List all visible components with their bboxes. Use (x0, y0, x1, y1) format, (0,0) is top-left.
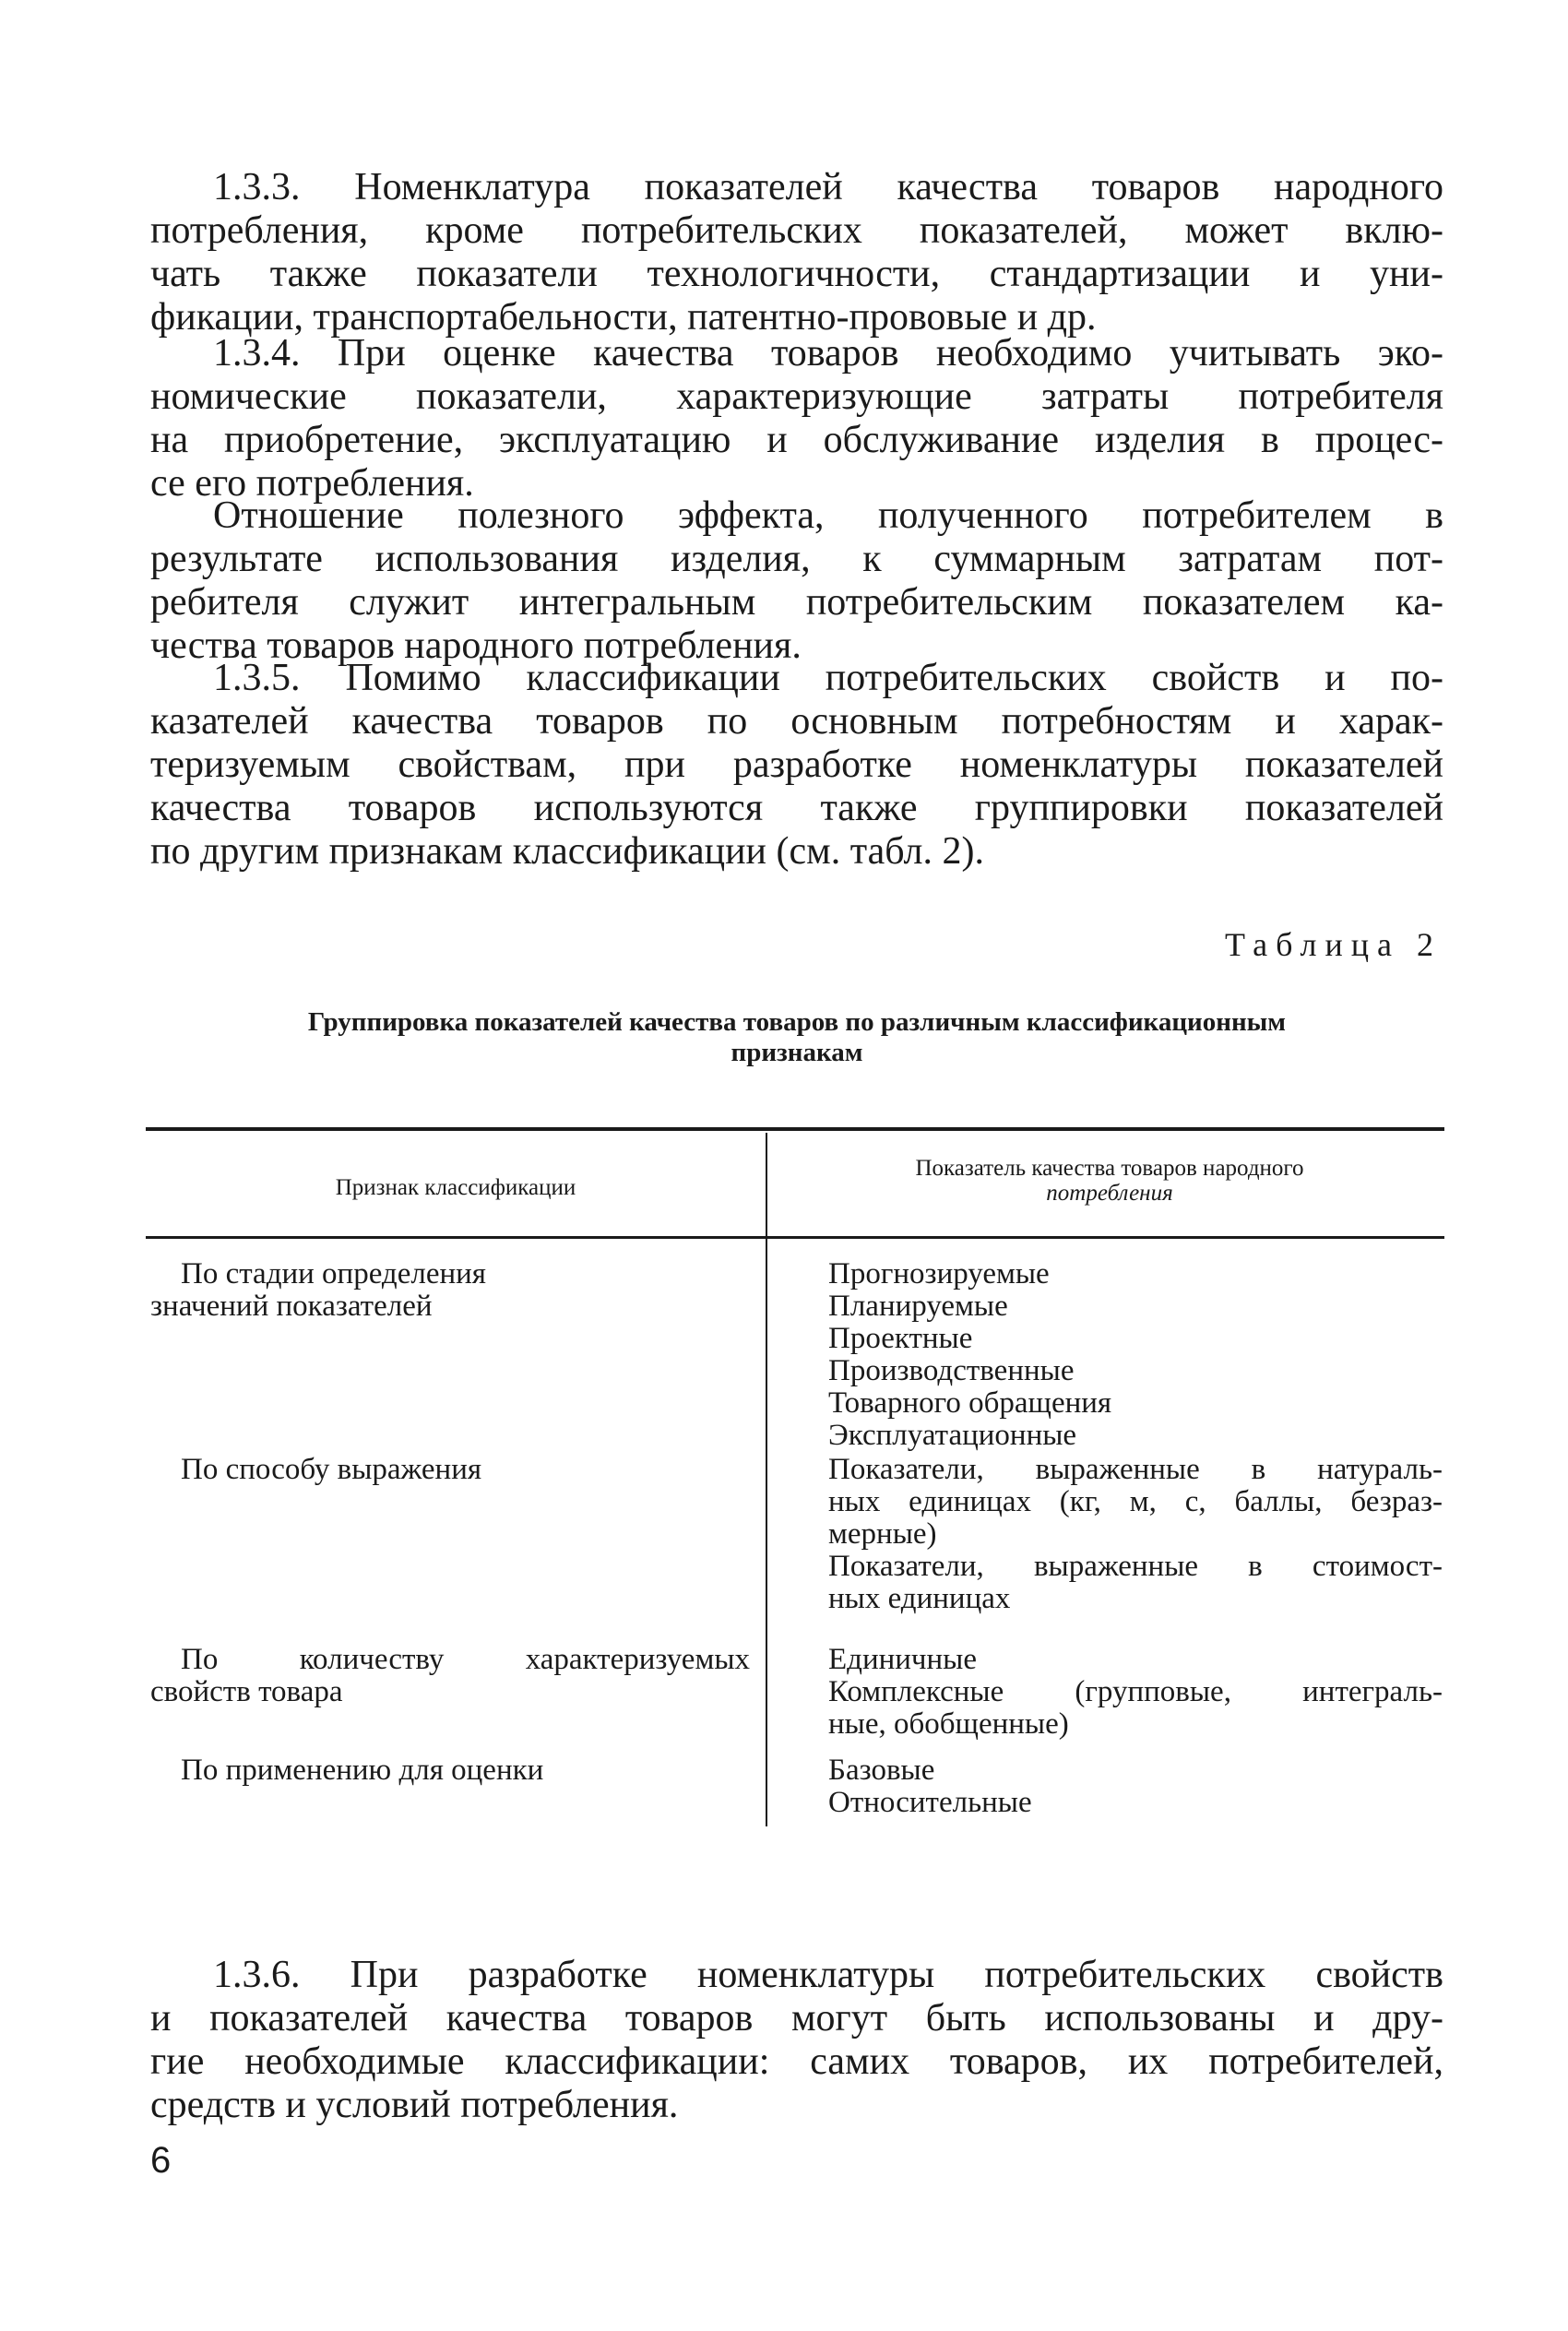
text-line: средств и условий потребления. (150, 2084, 679, 2126)
paragraph-1-3-6 (150, 1954, 1443, 2127)
header-line: потребления (1046, 1181, 1173, 1206)
text-line: на приобретение, эксплуатацию и обслуживание изделия в процес- (150, 419, 1443, 461)
cell-line: ные, обобщенные) (828, 1707, 1069, 1741)
cell-line: Показатели, выраженные в стоимост- (828, 1550, 1443, 1583)
cell-line: свойств товара (150, 1675, 343, 1708)
text-line: фикации, транспортабельности, патентно-прововые и др. (150, 296, 1097, 339)
text-line: чества товаров народного потребления. (150, 624, 802, 667)
cell-line: По количеству характеризуемых (181, 1643, 750, 1676)
table-cell-indicators (828, 1258, 1443, 1452)
paragraph-1-3-5 (150, 657, 1443, 874)
paragraph-1-3-4 (150, 332, 1443, 505)
cell-line: По стадии определения (181, 1257, 486, 1290)
text-line: по другим признакам классификации (см. табл. 2). (150, 830, 985, 873)
text-line: гие необходимые классификации: самих товаров, их потребителей, (150, 2040, 1443, 2083)
cell-line: Базовые (828, 1754, 935, 1787)
text-line: теризуемым свойствам, при разработке номенклатуры показателей (150, 743, 1443, 786)
text-line: потребления, кроме потребительских показателей, может вклю- (150, 209, 1443, 252)
cell-line: Единичные (828, 1643, 978, 1676)
text-line: 1.3.4. При оценке качества товаров необходимо учитывать эко- (213, 332, 1443, 375)
page-number: 6 (150, 2140, 172, 2181)
table-title-line: признакам (731, 1038, 863, 1067)
table-cell-feature (150, 1644, 750, 1708)
table-cell-feature (150, 1258, 750, 1323)
text-line: Отношение полезного эффекта, полученного потребителем в (213, 494, 1443, 537)
cell-line: По применению для оценки (181, 1754, 544, 1787)
paragraph-1-3-3 (150, 166, 1443, 339)
cell-line: По способу выражения (181, 1453, 482, 1486)
cell-line: мерные) (828, 1517, 937, 1551)
table-column-divider (766, 1133, 767, 1826)
text-line: и показателей качества товаров могут быть использованы и дру- (150, 1997, 1443, 2040)
text-line: 1.3.3. Номенклатура показателей качества товаров народного (213, 166, 1443, 208)
table-label: Таблица 2 (1225, 926, 1442, 963)
cell-line: ных единицах (кг, м, с, баллы, безраз- (828, 1485, 1443, 1518)
header-line: Показатель качества товаров народного (915, 1156, 1304, 1181)
table-cell-feature (150, 1754, 750, 1787)
table-title-line: Группировка показателей качества товаров по различным классификационным (307, 1007, 1287, 1037)
table-cell-indicators (828, 1644, 1443, 1741)
header-quality-indicator (775, 1156, 1444, 1206)
table-cell-indicators (828, 1754, 1443, 1819)
text-line: 1.3.5. Помимо классификации потребительских свойств и по- (213, 657, 1443, 699)
table-cell-indicators (828, 1454, 1443, 1615)
cell-line: ных единицах (828, 1582, 1011, 1615)
cell-line: Прогнозируемые (828, 1257, 1050, 1290)
text-line: качества товаров используются также группировки показателей (150, 787, 1443, 829)
table-title (150, 1007, 1443, 1068)
table-top-rule (146, 1127, 1444, 1131)
cell-line: Относительные (828, 1786, 1032, 1819)
text-line: ребителя служит интегральным потребительским показателем ка- (150, 581, 1443, 624)
paragraph-1-3-4-cont (150, 494, 1443, 668)
cell-line: Эксплуатационные (828, 1419, 1077, 1452)
cell-line: Проектные (828, 1322, 973, 1355)
cell-line: Планируемые (828, 1290, 1008, 1323)
text-line: чать также показатели технологичности, стандартизации и уни- (150, 253, 1443, 295)
text-line: 1.3.6. При разработке номенклатуры потребительских свойств (213, 1954, 1443, 1996)
cell-line: Товарного обращения (828, 1386, 1112, 1420)
cell-line: Комплексные (групповые, интеграль- (828, 1675, 1443, 1708)
text-line: результате использования изделия, к суммарным затратам пот- (150, 538, 1443, 580)
cell-line: Показатели, выраженные в натураль- (828, 1453, 1443, 1486)
header-classification-feature: Признак классификации (335, 1175, 576, 1200)
cell-line: Производственные (828, 1354, 1075, 1387)
cell-line: значений показателей (150, 1290, 433, 1323)
table-header-rule (146, 1236, 1444, 1239)
table-cell-feature (150, 1454, 750, 1486)
text-line: номические показатели, характеризующие затраты потребителя (150, 375, 1443, 418)
text-line: казателей качества товаров по основным потребностям и харак- (150, 700, 1443, 743)
text-line: се его потребления. (150, 462, 474, 505)
